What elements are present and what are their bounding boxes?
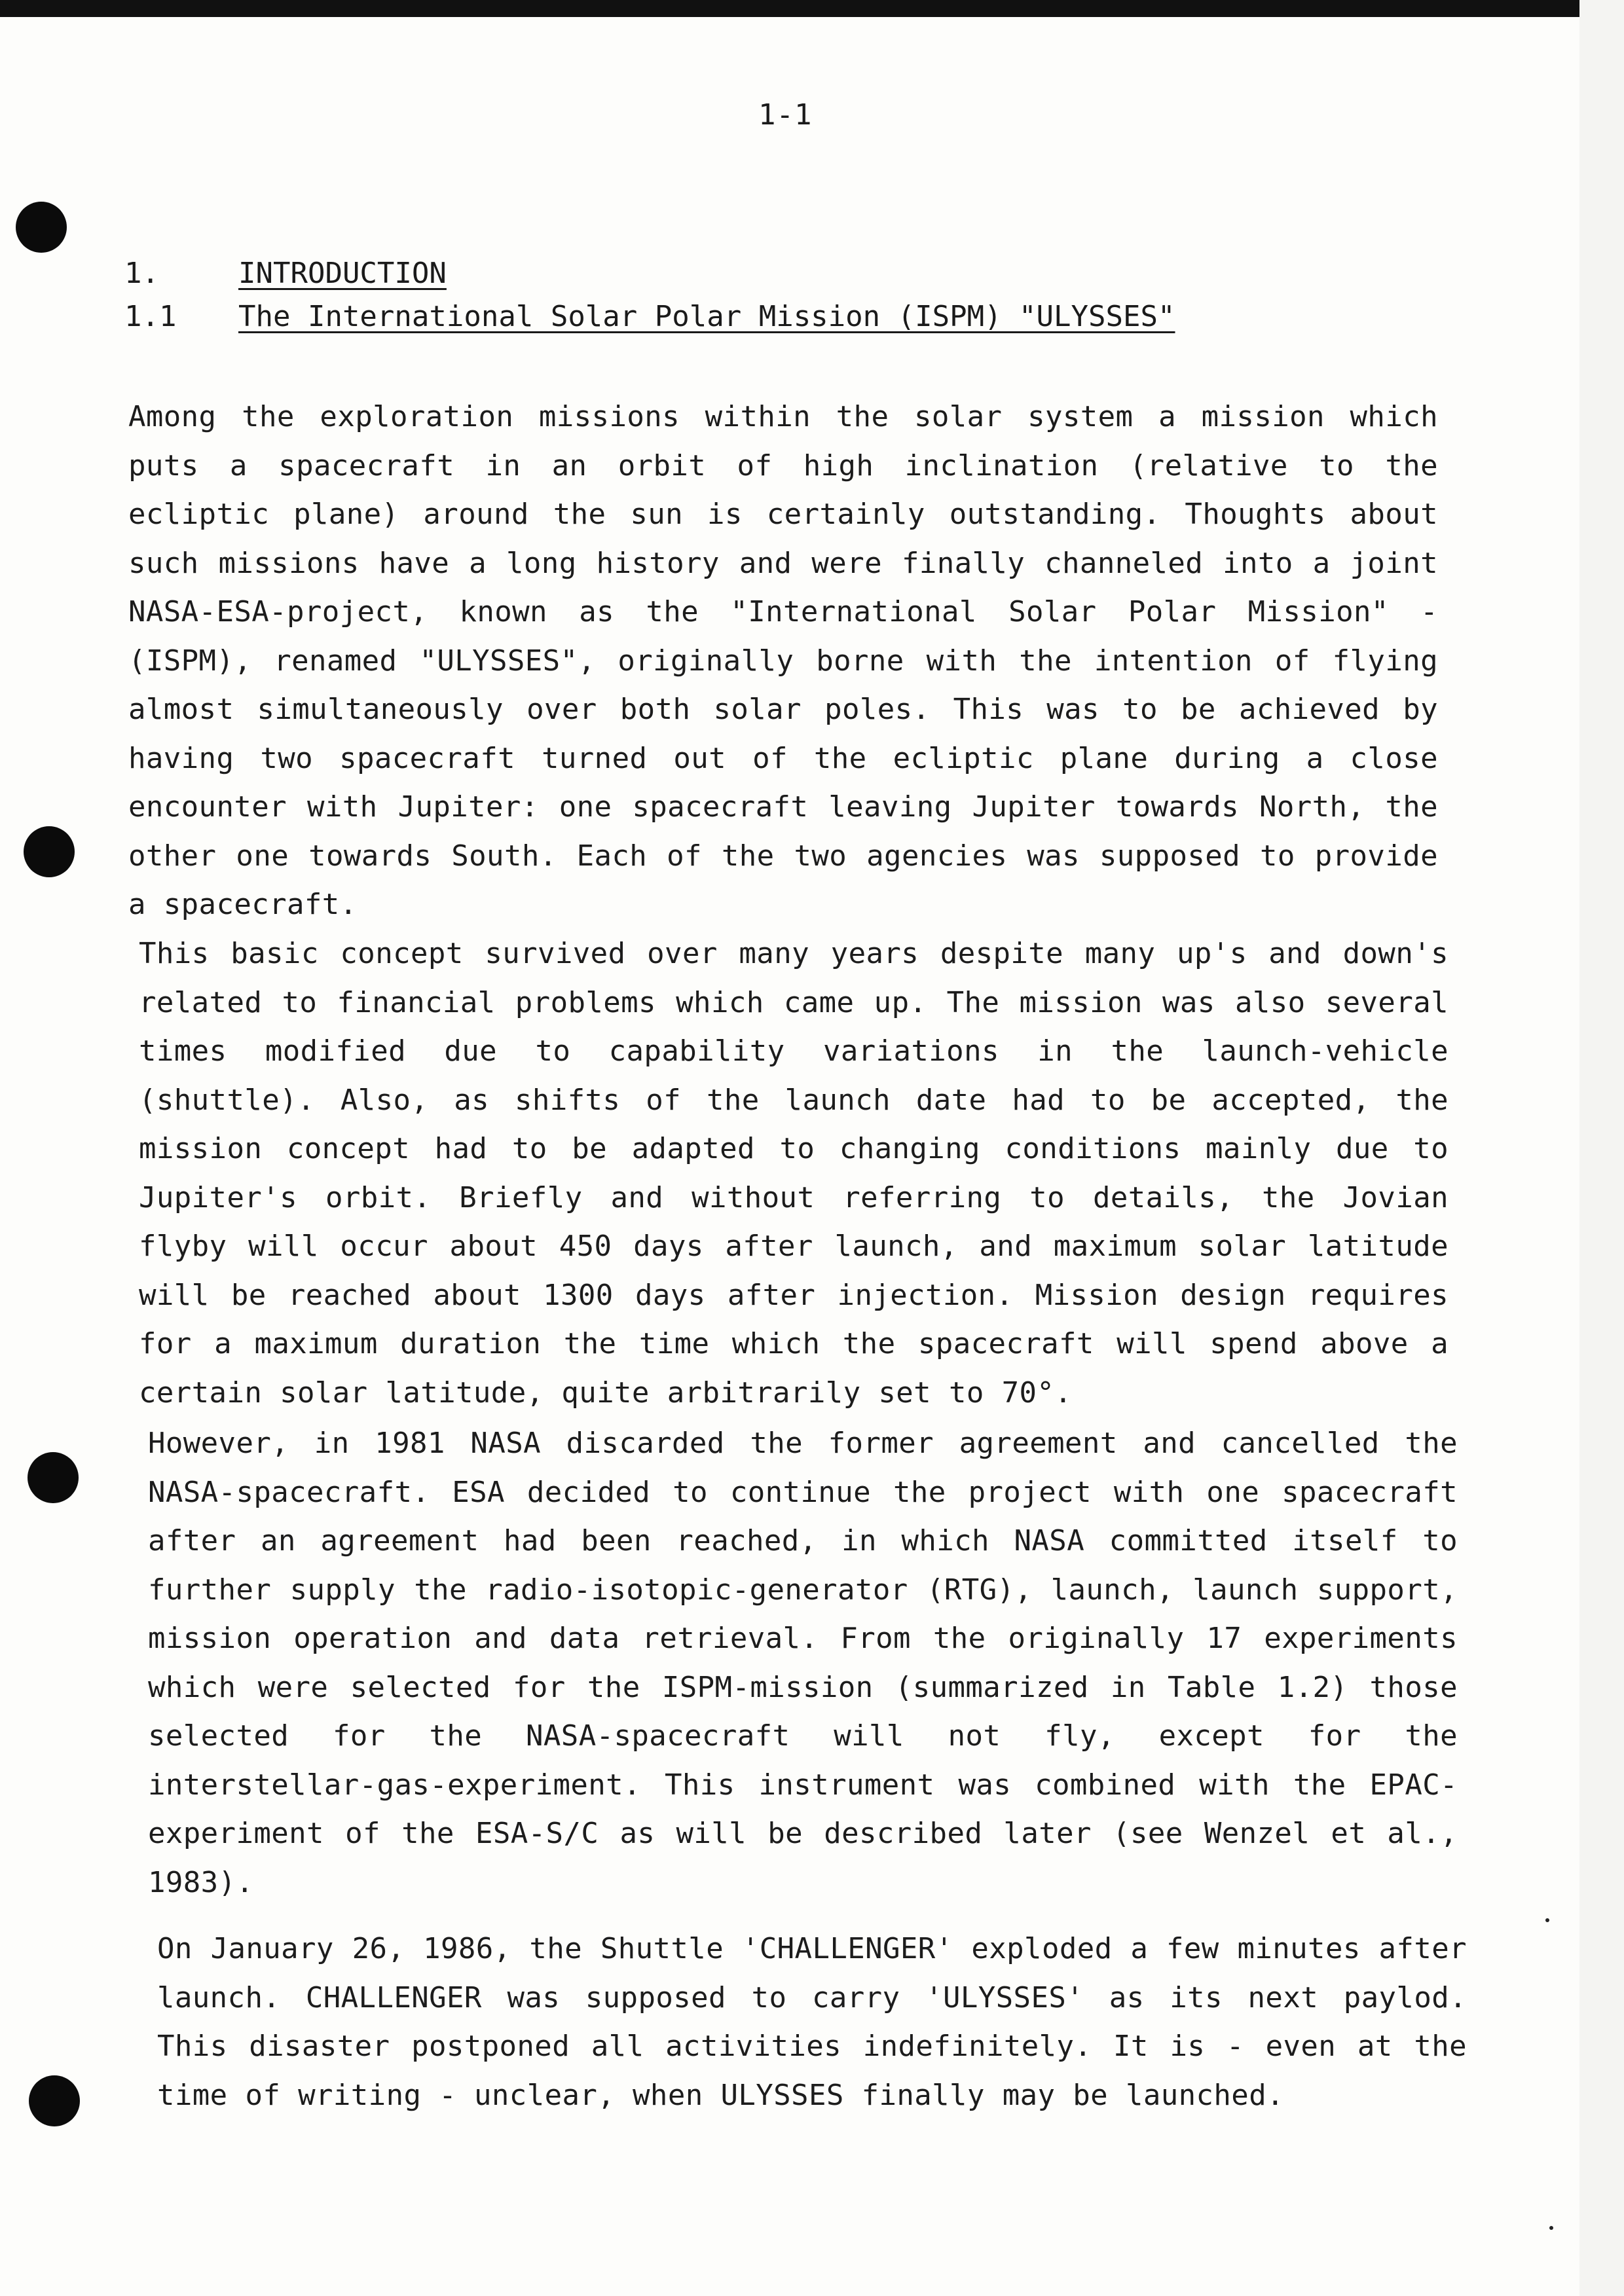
body-paragraph-3: However, in 1981 NASA discarded the former agreement and cancelled the NASA-spacecraft. ESA decided to continue the project with one spacecraft after an agreement had been reached, in which NASA committed itself to further supply the radio-isotopic-generator (RTG), launch, launch support, mission operation and data retrieval. From the originally 17 experiments which were selected for the ISPM-mission (summarized in Table 1.2) those selected for the NASA-spacecraft will not fly, except for the interstellar-gas-experiment. This instrument was combined with the EPAC-experiment of the ESA-S/C as will be described later (see Wenzel et al., 1983). xyxy=(148,1427,1458,1899)
punch-hole-4 xyxy=(29,2075,80,2126)
section-heading xyxy=(124,257,447,290)
body-paragraph-4: On January 26, 1986, the Shuttle 'CHALLENGER' exploded a few minutes after launch. CHALLENGER was supposed to carry 'ULYSSES' as its next paylod. This disaster postponed all activities indefinitely. It is - even at the time of writing - unclear, when ULYSSES finally may be launched. xyxy=(157,1932,1467,2112)
subsection-number: 1.1 xyxy=(124,300,177,333)
scan-speck xyxy=(1549,2226,1553,2230)
section-title: INTRODUCTION xyxy=(238,257,447,290)
section-number: 1. xyxy=(124,257,159,290)
page-number: 1-1 xyxy=(758,98,813,132)
subsection-heading xyxy=(124,300,1175,333)
punch-hole-2 xyxy=(24,826,75,877)
subsection-title: The International Solar Polar Mission (ISPM) "ULYSSES" xyxy=(238,300,1175,333)
body-paragraph-1: Among the exploration missions within the solar system a mission which puts a spacecraft in an orbit of high inclination (relative to the ecliptic plane) around the sun is certainly outstanding. Thoughts about such missions have a long history and were finally channeled into a joint NASA-ESA-project, known as the "International Solar Polar Mission" - (ISPM), renamed "ULYSSES", originally borne with the intention of flying almost simultaneously over both solar poles. This was to be achieved by having two spacecraft turned out of the ecliptic plane during a close encounter with Jupiter: one spacecraft leaving Jupiter towards North, the other one towards South. Each of the two agencies was supposed to provide a spacecraft. xyxy=(128,400,1438,921)
scan-speck xyxy=(1545,1918,1549,1922)
punch-hole-1 xyxy=(16,202,67,253)
punch-hole-3 xyxy=(28,1452,79,1503)
scan-right-margin xyxy=(1579,0,1624,2296)
body-paragraph-2: This basic concept survived over many years despite many up's and down's related to financial problems which came up. The mission was also several times modified due to capability variations in the launch-vehicle (shuttle). Also, as shifts of the launch date had to be accepted, the mission concept had to be adapted to changing conditions mainly due to Jupiter's orbit. Briefly and without referring to details, the Jovian flyby will occur about 450 days after launch, and maximum solar latitude will be reached about 1300 days after injection. Mission design requires for a maximum duration the time which the spacecraft will spend above a certain solar latitude, quite arbitrarily set to 70°. xyxy=(139,937,1449,1410)
